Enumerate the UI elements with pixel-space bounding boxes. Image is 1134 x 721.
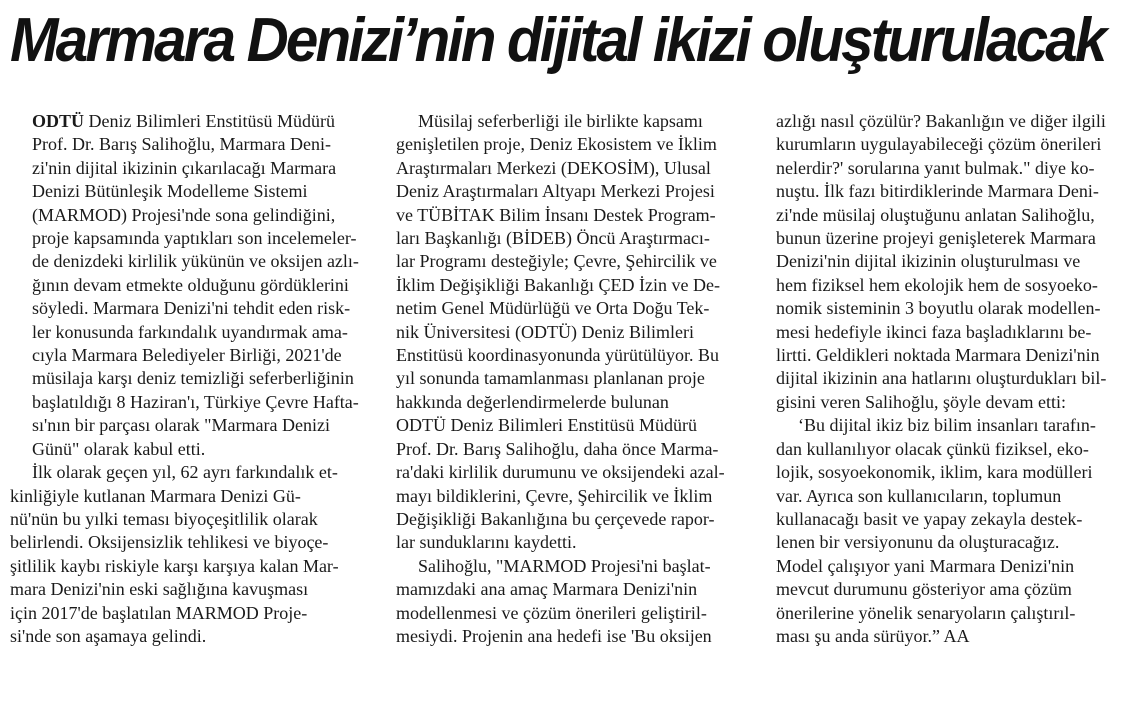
- text-line: ması şu anda sürüyor.” AA: [776, 625, 970, 646]
- lead-word: ODTÜ: [32, 111, 85, 131]
- article-headline: Marmara Denizi’nin dijital ikizi oluşturulacak: [10, 6, 1105, 75]
- text-line: Deniz Bilimleri Enstitüsü Müdürü: [84, 111, 335, 131]
- text-line: Prof. Dr. Barış Salihoğlu, daha önce Marma-: [396, 438, 719, 459]
- text-line: zi'nde müsilaj oluştuğunu anlatan Salihoğlu,: [776, 204, 1095, 225]
- text-line: bunun üzerine projeyi genişleterek Marmara: [776, 228, 1096, 249]
- text-line: Model çalışıyor yani Marmara Denizi'nin: [776, 555, 1075, 576]
- text-line: gisini veren Salihoğlu, şöyle devam etti:: [776, 391, 1066, 412]
- text-line: nü'nün bu yılki teması biyoçeşitlilik olarak: [10, 508, 318, 529]
- text-line: İklim Değişikliği Bakanlığı ÇED İzin ve De-: [396, 274, 720, 295]
- text-line: Günü" olarak kabul etti.: [32, 438, 206, 459]
- text-line: Prof. Dr. Barış Salihoğlu, Marmara Deni-: [32, 134, 331, 155]
- text-line: İlk olarak geçen yıl, 62 ayrı farkındalık et-: [32, 462, 338, 483]
- text-line: Araştırmaları Merkezi (DEKOSİM), Ulusal: [396, 157, 711, 178]
- article-column-3: [776, 110, 1128, 648]
- text-line: Salihoğlu, "MARMOD Projesi'ni başlat-: [418, 555, 711, 576]
- text-line: ODTÜ Deniz Bilimleri Enstitüsü Müdürü: [396, 415, 697, 436]
- text-line: genişletilen proje, Deniz Ekosistem ve İklim: [396, 134, 717, 155]
- text-line: netim Genel Müdürlüğü ve Orta Doğu Tek-: [396, 298, 710, 319]
- text-line: nomik sisteminin 3 boyutlu olarak modellen-: [776, 298, 1101, 319]
- text-line: mamızdaki ana amaç Marmara Denizi'nin: [396, 579, 698, 600]
- text-line: belirlendi. Oksijensizlik tehlikesi ve biyoçe-: [10, 532, 329, 553]
- text-line: Deniz Araştırmaları Altyapı Merkezi Projesi: [396, 181, 715, 202]
- text-line: kullanacağı basit ve yapay zekayla destek-: [776, 508, 1083, 529]
- text-line: (MARMOD) Projesi'nde sona gelindiğini,: [32, 204, 336, 225]
- text-line: Denizi'nin dijital ikizinin oluşturulması ve: [776, 251, 1081, 272]
- text-line: için 2017'de başlatılan MARMOD Proje-: [10, 602, 308, 623]
- text-line: ler konusunda farkındalık uyandırmak ama-: [32, 321, 348, 342]
- text-line: Enstitüsü koordinasyonunda yürütülüyor. Bu: [396, 345, 719, 366]
- text-line: ‘Bu dijital ikiz biz bilim insanları tarafın-: [798, 415, 1096, 436]
- text-line: lenen bir versiyonunu da oluşturacağız.: [776, 532, 1060, 553]
- text-line: lirtti. Geldikleri noktada Marmara Denizi'nin: [776, 345, 1100, 366]
- text-line: hakkında değerlendirmelerde bulunan: [396, 391, 669, 412]
- text-line: lar Programı desteğiyle; Çevre, Şehircilik ve: [396, 251, 717, 272]
- text-line: proje kapsamında yaptıkları son incelemeler-: [32, 228, 357, 249]
- text-line: ğının devam etmekte olduğunu gördüklerini: [32, 274, 349, 295]
- text-line: müsilaja karşı deniz temizliği seferberliğinin: [32, 368, 354, 389]
- text-line: var. Ayrıca son kullanıcıların, toplumun: [776, 485, 1062, 506]
- text-line: şitlilik kaybı riskiyle karşı karşıya kalan Mar-: [10, 555, 339, 576]
- article-paragraph: [396, 110, 748, 555]
- article-column-1: [10, 110, 362, 648]
- text-line: dan kullanılıyor olacak çünkü fiziksel, eko-: [776, 438, 1089, 459]
- text-line: kurumların uygulayabileceği çözüm önerileri: [776, 134, 1102, 155]
- text-line: mayı bildiklerini, Çevre, Şehircilik ve İklim: [396, 485, 713, 506]
- text-line: mara Denizi'nin eski sağlığına kavuşması: [10, 579, 309, 600]
- text-line: nik Üniversitesi (ODTÜ) Deniz Bilimleri: [396, 321, 694, 342]
- text-line: söyledi. Marmara Denizi'ni tehdit eden risk-: [32, 298, 351, 319]
- article-paragraph: [776, 110, 1128, 414]
- article-paragraph: [10, 110, 362, 461]
- text-line: ra'daki kirlilik durumunu ve oksijendeki azal-: [396, 462, 725, 483]
- article-column-2: [396, 110, 748, 648]
- article-paragraph: [776, 414, 1128, 648]
- text-line: zi'nin dijital ikizinin çıkarılacağı Marmara: [32, 157, 337, 178]
- text-line: nelerdir?' sorularına yanıt bulmak." diye ko-: [776, 157, 1095, 178]
- text-line: lar sunduklarını kaydetti.: [396, 532, 577, 553]
- text-line: azlığı nasıl çözülür? Bakanlığın ve diğer ilgili: [776, 111, 1106, 131]
- text-line: mesi hedefiyle ikinci faza başladıklarını be-: [776, 321, 1092, 342]
- text-line: dijital ikizinin ana hatlarını oluşturdukları bil-: [776, 368, 1107, 389]
- article-paragraph: [396, 555, 748, 649]
- text-line: lojik, sosyoekonomik, iklim, kara modülleri: [776, 462, 1093, 483]
- text-line: modellenmesi ve çözüm önerileri geliştiril-: [396, 602, 707, 623]
- text-line: Değişikliği Bakanlığına bu çerçevede rapor-: [396, 508, 715, 529]
- text-line: de denizdeki kirlilik yükünün ve oksijen azlı-: [32, 251, 359, 272]
- text-line: Müsilaj seferberliği ile birlikte kapsamı: [418, 111, 703, 131]
- text-line: Denizi Bütünleşik Modelleme Sistemi: [32, 181, 308, 202]
- text-line: ve TÜBİTAK Bilim İnsanı Destek Program-: [396, 204, 716, 225]
- text-line: mevcut durumunu gösteriyor ama çözüm: [776, 579, 1072, 600]
- text-line: mesiydi. Projenin ana hedefi ise 'Bu oksijen: [396, 625, 712, 646]
- text-line: si'nde son aşamaya gelindi.: [10, 625, 207, 646]
- text-line: sı'nın bir parçası olarak "Marmara Denizi: [32, 415, 330, 436]
- text-line: hem fiziksel hem ekolojik hem de sosyoeko-: [776, 274, 1098, 295]
- text-line: cıyla Marmara Belediyeler Birliği, 2021'de: [32, 345, 342, 366]
- text-line: kinliğiyle kutlanan Marmara Denizi Gü-: [10, 485, 301, 506]
- text-line: yıl sonunda tamamlanması planlanan proje: [396, 368, 705, 389]
- article-paragraph: [10, 461, 362, 648]
- text-line: nuştu. İlk fazı bitirdiklerinde Marmara Deni-: [776, 181, 1099, 202]
- text-line: başlatıldığı 8 Haziran'ı, Türkiye Çevre Hafta-: [32, 391, 359, 412]
- text-line: önerilerine yönelik senaryoların çalıştırıl-: [776, 602, 1076, 623]
- text-line: ları Başkanlığı (BİDEB) Öncü Araştırmacı-: [396, 228, 710, 249]
